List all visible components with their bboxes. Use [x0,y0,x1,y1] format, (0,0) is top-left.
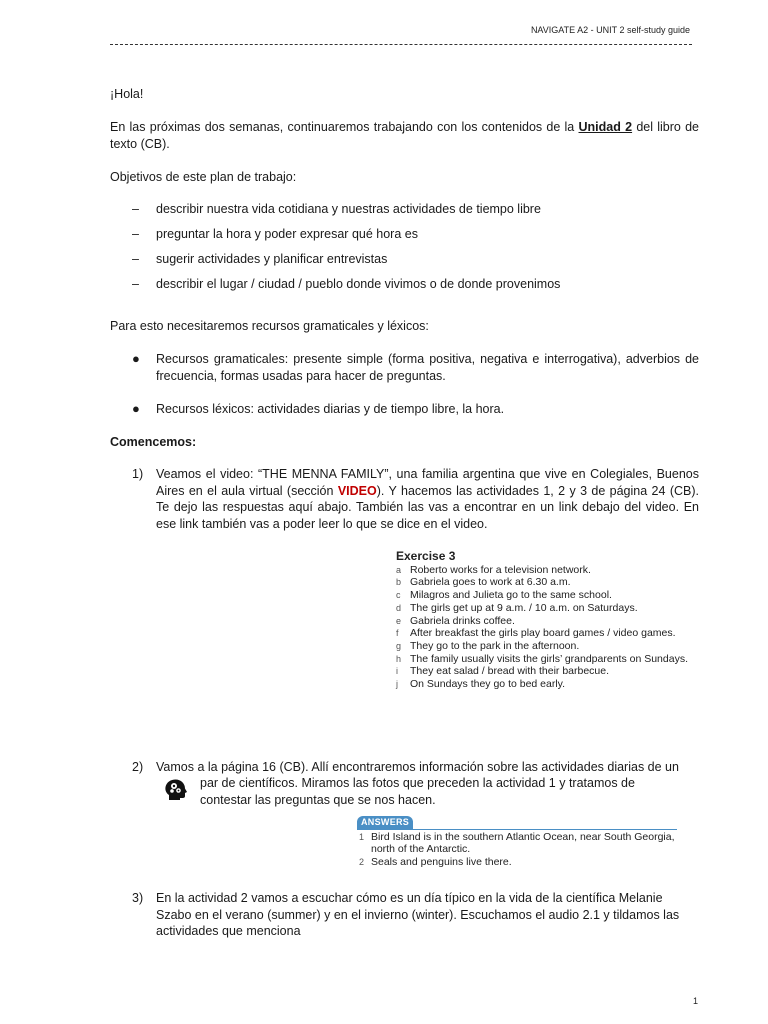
exercise-item [396,615,696,628]
answer-text: Seals and penguins live there. [371,856,512,869]
answer-item [357,831,677,856]
intro-part1: En las próximas dos semanas, continuaremos trabajando con los contenidos de la [110,120,579,134]
exercise-item [396,653,696,666]
exercise-item-letter: j [396,679,398,690]
resources-heading: Para esto necesitaremos recursos gramaticales y léxicos: [110,319,429,333]
step-1-part2: ). Y hacemos las actividades 1, 2 y 3 de página 24 (CB). Te dejo las respuestas aquí abajo. También las vas a encontrar en un link debajo del video. En ese link también vas a poder leer lo que se dice en el video. [156,483,699,531]
exercise-title: Exercise 3 [396,549,456,563]
answers-box [357,816,677,869]
exercise-3-box [396,550,696,691]
start-heading: Comencemos: [110,435,197,449]
answers-rule [357,829,677,830]
exercise-item-text: They go to the park in the afternoon. [410,639,580,652]
page-number: 1 [692,996,698,1006]
exercise-item-letter: a [396,564,402,575]
video-link[interactable]: VIDEO [337,483,377,498]
resource-item [110,351,699,384]
greeting: ¡Hola! [110,87,144,101]
step-3-text: En la actividad 2 vamos a escuchar cómo es un día típico en la vida de la científica Melanie Szabo en el verano (summer) y en el invierno (winter). Escuchamos el audio 2.1 y tildamos las actividades que menciona [156,891,680,938]
dash-marker: – [132,202,139,216]
exercise-item [396,602,696,615]
objective-text: preguntar la hora y poder expresar qué hora es [156,227,418,241]
resource-text: Recursos léxicos: actividades diarias y de tiempo libre, la hora. [156,402,505,416]
exercise-item [396,665,696,678]
exercise-item [396,576,696,589]
answer-number: 1 [359,831,365,842]
answer-text: Bird Island is in the southern Atlantic Ocean, near South Georgia, north of the Antarctic. [371,830,675,856]
exercise-item-letter: b [396,577,402,588]
exercise-item-text: Milagros and Julieta go to the same school. [410,589,612,602]
header-rule [110,44,692,45]
exercise-item-letter: c [396,590,401,601]
step-1-part1: Veamos el video: “THE MENNA FAMILY”, una familia argentina que vive en Colegiales, Buenos Aires en el aula virtual (sección [156,467,699,498]
answers-list [357,831,677,869]
step-3 [110,890,699,940]
exercise-item-letter: i [396,666,398,677]
exercise-item [396,627,696,640]
dash-marker: – [132,227,139,241]
step-2 [110,759,699,776]
exercise-item-text: Gabriela goes to work at 6.30 a.m. [410,576,571,589]
objectives-heading: Objetivos de este plan de trabajo: [110,170,297,184]
step-2-line3: contestar las preguntas que se nos hacen. [200,793,436,807]
answer-item [357,856,677,869]
objective-text: describir el lugar / ciudad / pueblo donde vivimos o de donde provenimos [156,277,561,291]
step-2-line1: Vamos a la página 16 (CB). Allí encontraremos información sobre las actividades diarias de un [156,760,679,774]
objective-text: sugerir actividades y planificar entrevistas [156,252,388,266]
intro-part2: del libro de texto (CB). [110,120,700,151]
step-number: 2) [132,760,144,774]
step-number: 1) [132,467,144,481]
step-2-line2: par de científicos. Miramos las fotos que preceden la actividad 1 y tratamos de [200,776,635,790]
exercise-item-text: The girls get up at 9 a.m. / 10 a.m. on Saturdays. [410,601,638,614]
exercise-item-letter: f [396,628,399,639]
exercise-item-letter: g [396,640,402,651]
answer-number: 2 [359,857,365,868]
unit-link[interactable]: Unidad 2 [578,120,633,134]
resource-text: Recursos gramaticales: presente simple (forma positiva, negativa e interrogativa), adverbios de frecuencia, formas usadas para hacer de preguntas. [156,352,699,383]
exercise-item-text: They eat salad / bread with their barbecue. [410,665,610,678]
resource-item [110,401,699,418]
exercise-item-letter: e [396,615,402,626]
exercise-item [396,589,696,602]
head-gears-icon [163,778,189,804]
step-number: 3) [132,891,144,905]
exercise-item [396,640,696,653]
exercise-item-letter: d [396,602,402,613]
step-1 [110,466,699,532]
exercise-item-letter: h [396,653,402,664]
exercise-list [396,564,696,691]
exercise-item-text: Gabriela drinks coffee. [410,614,515,627]
answers-tag: ANSWERS [357,816,413,829]
exercise-item-text: Roberto works for a television network. [410,563,591,576]
exercise-item [396,564,696,577]
step-1-text [156,466,699,532]
dash-marker: – [132,277,139,291]
bullet-marker: ● [132,351,140,366]
exercise-item-text: After breakfast the girls play board games / video games. [410,627,676,640]
bullet-marker: ● [132,401,140,416]
dash-marker: – [132,252,139,266]
page-header-title: NAVIGATE A2 - UNIT 2 self-study guide [530,25,690,35]
exercise-item [396,678,696,691]
exercise-item-text: The family usually visits the girls’ grandparents on Sundays. [410,652,688,665]
intro-paragraph [110,119,699,152]
exercise-item-text: On Sundays they go to bed early. [410,678,566,691]
objective-text: describir nuestra vida cotidiana y nuestras actividades de tiempo libre [156,202,541,216]
